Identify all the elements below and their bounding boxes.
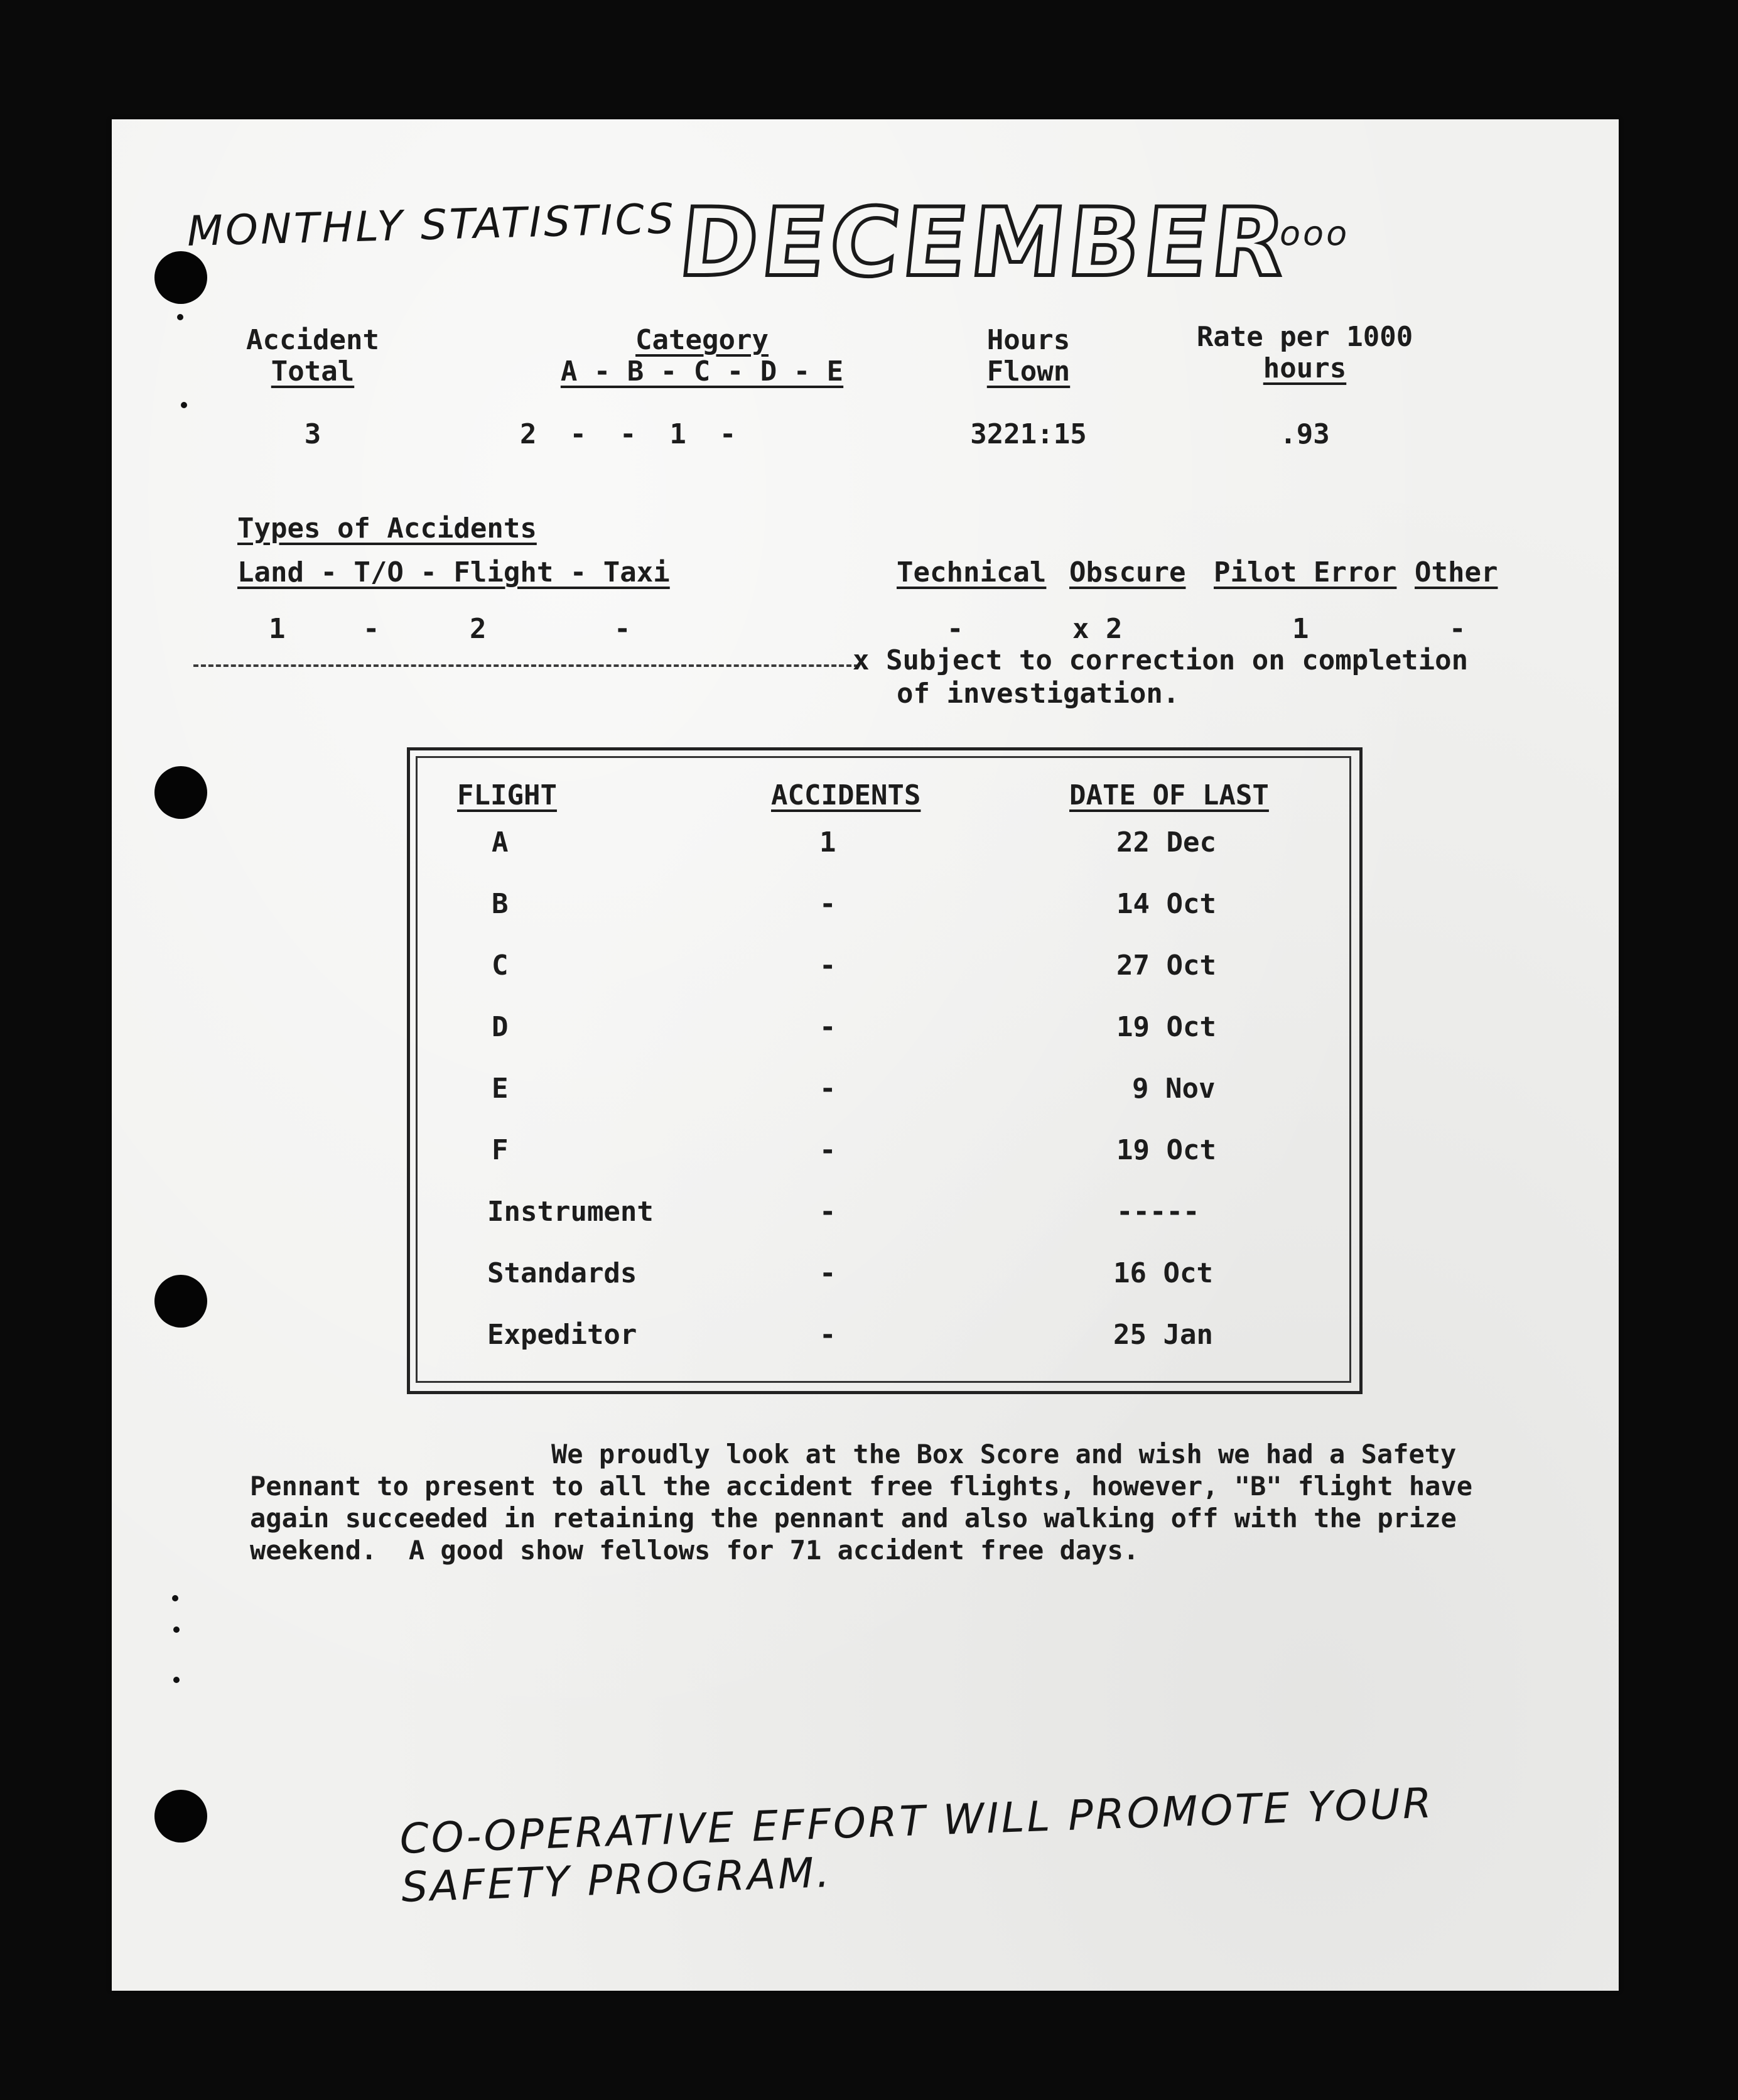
hours-label2: Flown — [986, 355, 1071, 387]
hours-label1: Hours — [986, 324, 1071, 356]
row-instrument-date: ----- — [1116, 1196, 1200, 1228]
punch-hole-3 — [154, 1275, 207, 1328]
row-f-flight: F — [492, 1134, 509, 1166]
row-a-date: 22 Dec — [1116, 826, 1216, 858]
speck-2 — [181, 402, 187, 408]
row-b-date: 14 Oct — [1116, 888, 1216, 920]
row-e-flight: E — [492, 1073, 509, 1105]
category-label2: A - B - C - D - E — [560, 355, 844, 387]
row-expeditor-accidents: - — [819, 1319, 836, 1351]
row-e-date: 9 Nov — [1132, 1073, 1216, 1105]
rate-value: .93 — [1280, 418, 1330, 450]
rate-label1: Rate per 1000 — [1196, 321, 1413, 353]
col-header-flight: FLIGHT — [457, 779, 557, 811]
footer-slogan: CO-OPERATIVE EFFORT WILL PROMOTE YOUR SAFETY PROGRAM. — [399, 1778, 1435, 1912]
type-technical-label: Technical — [897, 556, 1047, 588]
type-other-label: Other — [1415, 556, 1498, 588]
rate-label2: hours — [1263, 352, 1347, 384]
row-instrument-accidents: - — [819, 1196, 836, 1228]
types-left-labels: Land - T/O - Flight - Taxi — [237, 556, 670, 588]
row-c-date: 27 Oct — [1116, 950, 1216, 982]
type-other-value: - — [1449, 613, 1466, 645]
type-land-value: 1 — [269, 613, 286, 645]
speck-3 — [172, 1595, 178, 1601]
speck-5 — [173, 1677, 180, 1683]
row-d-flight: D — [492, 1011, 509, 1043]
note-line-2: of investigation. — [897, 678, 1180, 710]
type-taxi-value: - — [614, 613, 631, 645]
note-line-1: x Subject to correction on completion — [853, 644, 1469, 676]
punch-hole-2 — [154, 766, 207, 819]
row-c-accidents: - — [819, 950, 836, 982]
row-standards-flight: Standards — [487, 1257, 637, 1289]
accident-total-label2: Total — [271, 355, 355, 387]
row-a-flight: A — [492, 826, 509, 858]
type-technical-value: - — [947, 613, 964, 645]
punch-hole-4 — [154, 1790, 207, 1843]
type-obscure-label: Obscure — [1069, 556, 1186, 588]
col-header-accidents: ACCIDENTS — [771, 779, 921, 811]
row-a-accidents: 1 — [819, 826, 836, 858]
summary-paragraph: We proudly look at the Box Score and wish we had a Safety Pennant to present to all the accident free flights, however, "B" flight have again succeeded in retaining the pennant and also walking off with the prize weekend. A good show fellows for 71 accident free days. — [250, 1439, 1489, 1566]
row-f-accidents: - — [819, 1134, 836, 1166]
row-standards-date: 16 Oct — [1113, 1257, 1213, 1289]
type-obscure-value: x 2 — [1072, 613, 1123, 645]
row-d-date: 19 Oct — [1116, 1011, 1216, 1043]
type-to-value: - — [363, 613, 380, 645]
type-pilot-error-label: Pilot Error — [1214, 556, 1397, 588]
hours-value: 3221:15 — [970, 418, 1087, 450]
title-handwritten: MONTHLY STATISTICS — [186, 194, 677, 256]
document-page — [112, 119, 1619, 1991]
col-header-date-of-last: DATE OF LAST — [1069, 779, 1269, 811]
row-instrument-flight: Instrument — [487, 1196, 654, 1228]
accident-total-label1: Accident — [246, 324, 379, 356]
category-value: 2 - - 1 - — [520, 418, 737, 450]
speck-1 — [177, 314, 183, 320]
types-heading: Types of Accidents — [237, 512, 537, 544]
row-b-flight: B — [492, 888, 509, 920]
row-c-flight: C — [492, 950, 509, 982]
row-expeditor-date: 25 Jan — [1113, 1319, 1213, 1351]
row-e-accidents: - — [819, 1073, 836, 1105]
row-expeditor-flight: Expeditor — [487, 1319, 637, 1351]
accident-total-value: 3 — [304, 418, 321, 450]
header-mark: ooo — [1280, 214, 1350, 253]
dashed-rule — [193, 664, 859, 667]
row-b-accidents: - — [819, 888, 836, 920]
punch-hole-1 — [154, 251, 207, 304]
category-label1: Category — [635, 324, 769, 356]
speck-4 — [173, 1626, 180, 1633]
row-standards-accidents: - — [819, 1257, 836, 1289]
type-pilot-error-value: 1 — [1292, 613, 1309, 645]
row-d-accidents: - — [819, 1011, 836, 1043]
month-title: DECEMBER — [674, 188, 1295, 298]
row-f-date: 19 Oct — [1116, 1134, 1216, 1166]
type-flight-value: 2 — [470, 613, 487, 645]
